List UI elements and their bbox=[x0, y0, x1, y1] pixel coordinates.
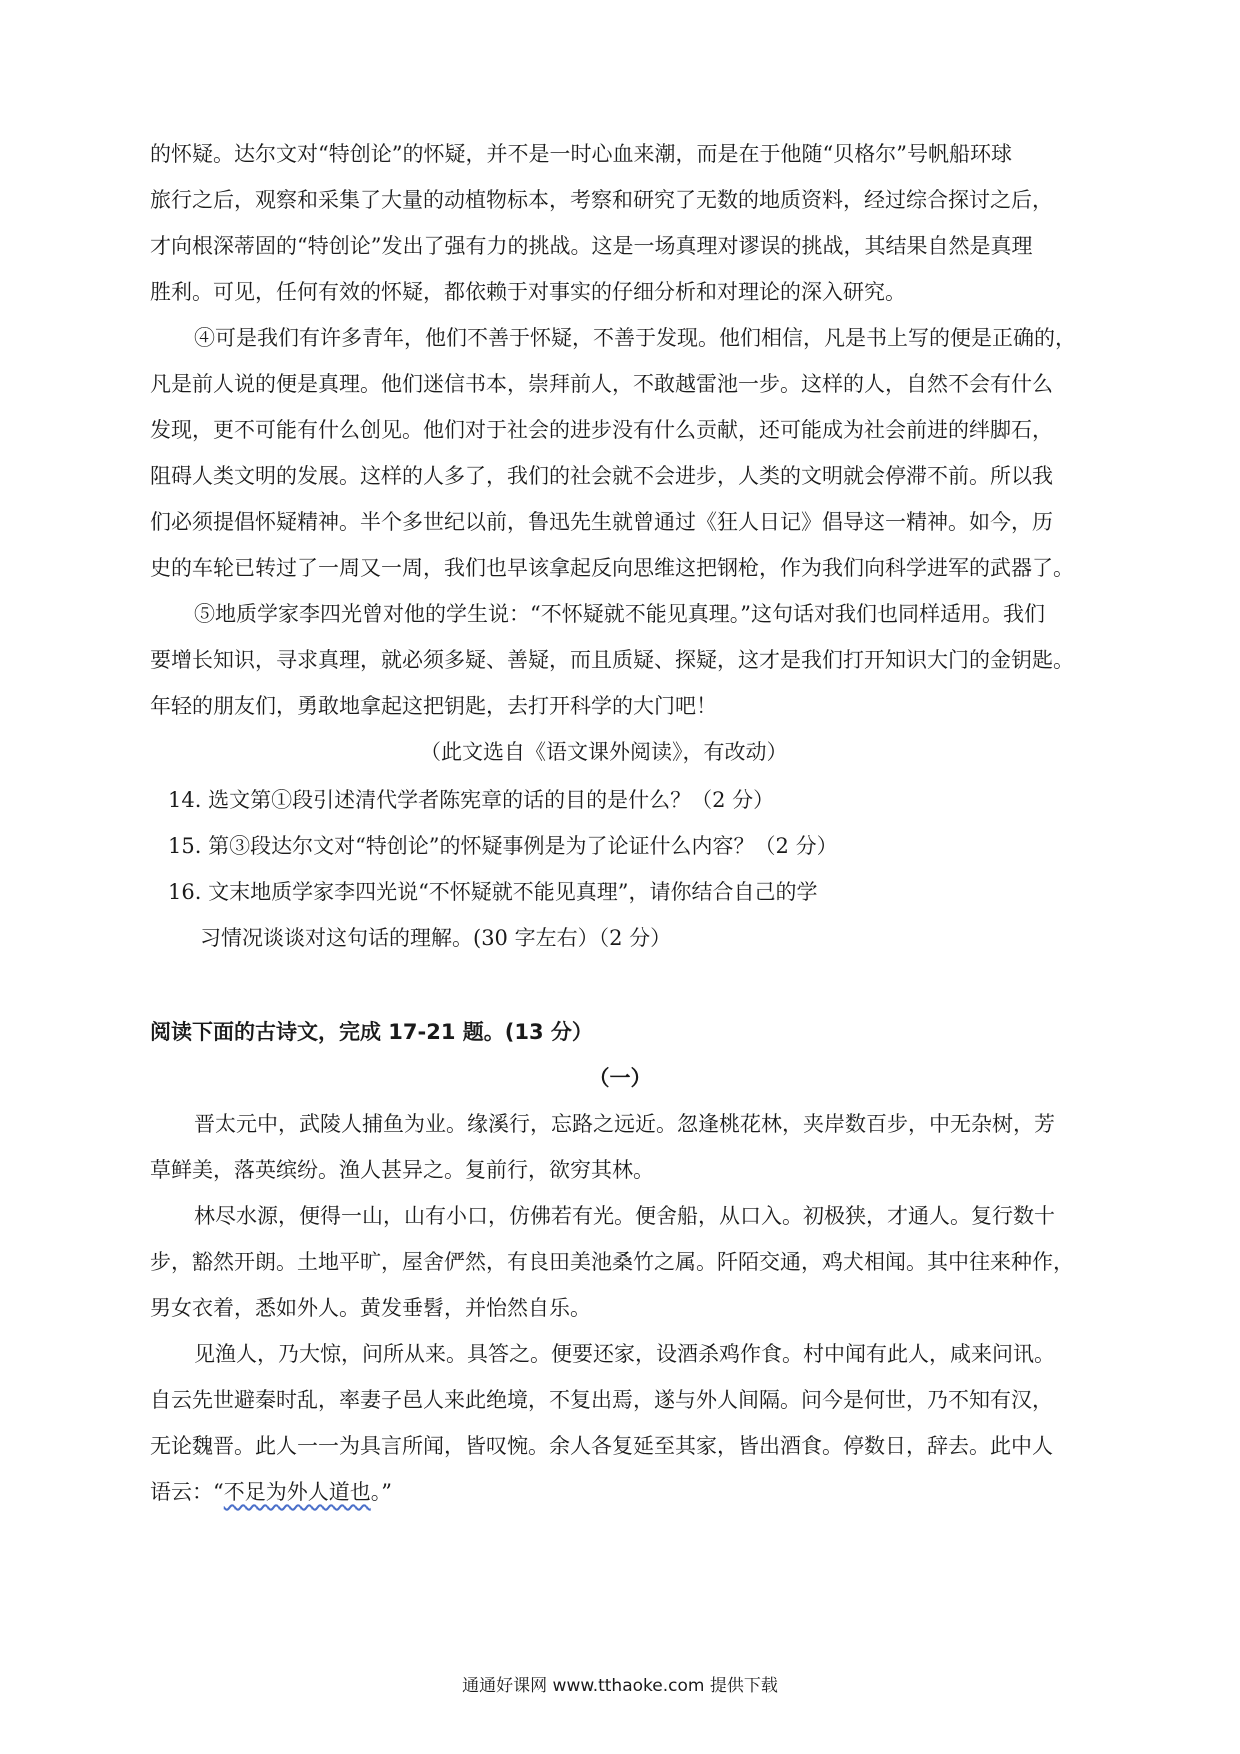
question-14: 14. 选文第①段引述清代学者陈宪章的话的目的是什么？（2 分） bbox=[168, 788, 775, 812]
text-line: 男女衣着，悉如外人。黄发垂髫，并怡然自乐。 bbox=[150, 1296, 591, 1320]
quote-suffix: 。” bbox=[370, 1480, 392, 1504]
text-line: ④可是我们有许多青年，他们不善于怀疑，不善于发现。他们相信，凡是书上写的便是正确的， bbox=[194, 326, 1076, 350]
text-line: 草鲜美，落英缤纷。渔人甚异之。复前行，欲穷其林。 bbox=[150, 1158, 654, 1182]
text-line: 见渔人，乃大惊，问所从来。具答之。便要还家，设酒杀鸡作食。村中闻有此人，咸来问讯。 bbox=[194, 1342, 1055, 1366]
underlined-phrase: 不足为外人道也 bbox=[223, 1480, 371, 1504]
source-citation: （此文选自《语文课外阅读》，有改动） bbox=[420, 740, 788, 764]
text-line: 的怀疑。达尔文对“特创论”的怀疑，并不是一时心血来潮，而是在于他随“贝格尔”号帆船环球 bbox=[150, 142, 1012, 166]
text-line: 无论魏晋。此人一一为具言所闻，皆叹惋。余人各复延至其家，皆出酒食。停数日，辞去。此中人 bbox=[150, 1434, 1053, 1458]
text-line: 年轻的朋友们，勇敢地拿起这把钥匙，去打开科学的大门吧！ bbox=[150, 694, 717, 718]
text-line: 自云先世避秦时乱，率妻子邑人来此绝境，不复出焉，遂与外人间隔。问今是何世，乃不知有汉， bbox=[150, 1388, 1053, 1412]
text-line: 史的车轮已转过了一周又一周，我们也早该拿起反向思维这把钢枪，作为我们向科学进军的武器了。 bbox=[150, 556, 1074, 580]
text-line: 凡是前人说的便是真理。他们迷信书本，崇拜前人，不敢越雷池一步。这样的人，自然不会有什么 bbox=[150, 372, 1053, 396]
question-16: 16. 文末地质学家李四光说“不怀疑就不能见真理”，请你结合自己的学 bbox=[168, 880, 818, 904]
question-15: 15. 第③段达尔文对“特创论”的怀疑事例是为了论证什么内容？（2 分） bbox=[168, 834, 838, 858]
text-line: 胜利。可见，任何有效的怀疑，都依赖于对事实的仔细分析和对理论的深入研究。 bbox=[150, 280, 906, 304]
text-line: 发现，更不可能有什么创见。他们对于社会的进步没有什么贡献，还可能成为社会前进的绊脚石， bbox=[150, 418, 1053, 442]
text-line: ⑤地质学家李四光曾对他的学生说：“不怀疑就不能见真理。”这句话对我们也同样适用。我们 bbox=[194, 602, 1045, 626]
text-line bbox=[150, 1478, 392, 1506]
text-line: 林尽水源，便得一山，山有小口，仿佛若有光。便舍船，从口入。初极狭，才通人。复行数十 bbox=[194, 1204, 1055, 1228]
sub-heading: （一） bbox=[588, 1066, 652, 1090]
text-line: 步，豁然开朗。土地平旷，屋舍俨然，有良田美池桑竹之属。阡陌交通，鸡犬相闻。其中往来种作， bbox=[150, 1250, 1074, 1274]
text-line: 们必须提倡怀疑精神。半个多世纪以前，鲁迅先生就曾通过《狂人日记》倡导这一精神。如今，历 bbox=[150, 510, 1053, 534]
text-line: 晋太元中，武陵人捕鱼为业。缘溪行，忘路之远近。忽逢桃花林，夹岸数百步，中无杂树，芳 bbox=[194, 1112, 1055, 1136]
text-line: 要增长知识，寻求真理，就必须多疑、善疑，而且质疑、探疑，这才是我们打开知识大门的金钥匙。 bbox=[150, 648, 1074, 672]
section-heading: 阅读下面的古诗文，完成 17-21 题。(13 分） bbox=[150, 1020, 593, 1044]
question-16-continued: 习情况谈谈对这句话的理解。(30 字左右）（2 分） bbox=[200, 926, 672, 950]
footer-watermark: 通通好课网 www.tthaoke.com 提供下载 bbox=[462, 1676, 778, 1696]
text-line: 旅行之后，观察和采集了大量的动植物标本，考察和研究了无数的地质资料，经过综合探讨之后， bbox=[150, 188, 1053, 212]
text-line: 阻碍人类文明的发展。这样的人多了，我们的社会就不会进步，人类的文明就会停滞不前。所以我 bbox=[150, 464, 1053, 488]
quote-prefix: 语云：“ bbox=[150, 1480, 224, 1504]
text-line: 才向根深蒂固的“特创论”发出了强有力的挑战。这是一场真理对谬误的挑战，其结果自然是真理 bbox=[150, 234, 1033, 258]
